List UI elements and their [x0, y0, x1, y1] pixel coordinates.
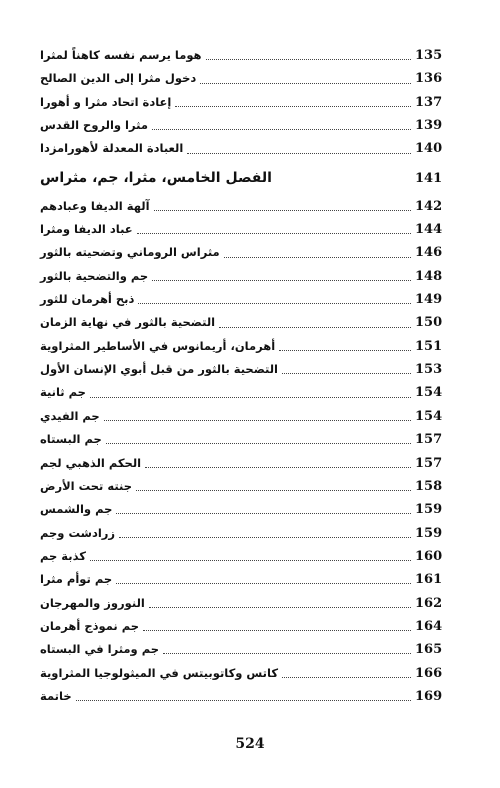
toc-entry-title: العبادة المعدلة لأهورامزدا — [40, 141, 184, 156]
toc-dot-leader — [137, 233, 411, 234]
toc-entry — [40, 685, 455, 708]
toc-entry — [40, 638, 455, 661]
toc-entry-title: زرادشت وجم — [40, 525, 116, 540]
toc-entry-title: جم توأم مثرا — [40, 572, 113, 587]
toc-entry — [40, 335, 455, 358]
toc-entry-page: 165 — [415, 642, 443, 658]
toc-entry — [40, 265, 455, 288]
toc-entry-title: الفصل الخامس، مثرا، جم، مثراس — [40, 169, 272, 186]
toc-entry-title: جم والتضحية بالثور — [40, 268, 149, 283]
toc-entry-page: 144 — [415, 222, 443, 238]
toc-entry-title: النوروز والمهرجان — [40, 595, 145, 610]
toc-entry-page: 151 — [415, 338, 443, 354]
toc-dot-leader — [219, 327, 411, 328]
toc-entry — [40, 452, 455, 475]
toc-entry-page: 135 — [415, 48, 443, 63]
toc-entry — [40, 137, 455, 160]
toc-entry-page: 158 — [415, 478, 443, 494]
toc-entry-page: 142 — [415, 198, 443, 214]
toc-entry-page: 149 — [415, 292, 443, 308]
toc-entry-title: عباد الديفا ومثرا — [40, 222, 133, 237]
toc-entry — [40, 615, 455, 638]
toc-entry-title: التضحية بالثور في نهاية الزمان — [40, 315, 216, 330]
toc-entry-page: 169 — [415, 688, 443, 704]
toc-entry-page: 154 — [415, 408, 443, 424]
toc-dot-leader — [90, 397, 411, 398]
table-of-contents — [40, 44, 455, 708]
toc-entry-title: إعادة اتحاد مثرا و أهورا — [40, 94, 172, 109]
toc-entry-page: 136 — [415, 71, 443, 87]
toc-dot-leader — [119, 537, 411, 538]
toc-dot-leader — [138, 303, 411, 304]
toc-entry-title: مثراس الروماني وتضحيته بالثور — [40, 245, 220, 260]
toc-dot-leader — [143, 630, 411, 631]
toc-entry — [40, 522, 455, 545]
toc-entry — [40, 67, 455, 90]
toc-entry-title: دخول مثرا إلى الدين الصالح — [40, 71, 197, 86]
toc-dot-leader — [224, 257, 411, 258]
toc-entry-title: الحكم الذهبي لجم — [40, 455, 142, 470]
toc-dot-leader — [206, 59, 411, 60]
toc-entry-page: 154 — [415, 385, 443, 401]
toc-entry-page: 159 — [415, 502, 443, 518]
toc-entry-title: جم ومثرا في البستاه — [40, 642, 159, 657]
toc-dot-leader — [90, 560, 411, 561]
toc-dot-leader — [282, 373, 411, 374]
toc-entry — [40, 498, 455, 521]
toc-dot-leader — [136, 490, 411, 491]
toc-entry — [40, 311, 455, 334]
toc-dot-leader — [175, 106, 411, 107]
toc-entry-title: جم البستاه — [40, 432, 102, 447]
toc-dot-leader — [76, 700, 411, 701]
toc-entry-title: آلهة الديفا وعبادهم — [40, 198, 150, 213]
toc-dot-leader — [154, 210, 411, 211]
toc-entry — [40, 592, 455, 615]
toc-entry — [40, 288, 455, 311]
toc-dot-leader — [200, 83, 411, 84]
toc-entry — [40, 91, 455, 114]
toc-entry — [40, 195, 455, 218]
toc-chapter-heading — [40, 161, 455, 195]
toc-entry-title: كاتس وكاتوبيتس في الميثولوجيا المثراوية — [40, 665, 279, 680]
toc-entry — [40, 44, 455, 67]
toc-entry-title: هوما يرسم نفسه كاهناً لمثرا — [40, 48, 202, 62]
toc-dot-leader — [279, 350, 411, 351]
toc-entry-title: خاتمة — [40, 688, 72, 703]
toc-entry-title: كذبة جم — [40, 548, 86, 563]
toc-entry-page: 160 — [415, 548, 443, 564]
toc-entry-page: 137 — [415, 94, 443, 110]
toc-dot-leader — [152, 280, 411, 281]
toc-entry-title: جم والشمس — [40, 502, 113, 517]
toc-entry-page: 139 — [415, 118, 443, 134]
toc-entry-page: 140 — [415, 141, 443, 157]
toc-entry — [40, 545, 455, 568]
toc-entry-page: 148 — [415, 268, 443, 284]
toc-entry — [40, 428, 455, 451]
toc-entry-page: 161 — [415, 572, 443, 588]
toc-entry-page: 150 — [415, 315, 443, 331]
toc-entry-page: 157 — [415, 455, 443, 471]
toc-dot-leader — [104, 420, 411, 421]
toc-entry — [40, 241, 455, 264]
toc-entry-title: جم ثانية — [40, 385, 86, 400]
toc-entry-page: 164 — [415, 618, 443, 634]
toc-entry-title: مثرا والروح القدس — [40, 118, 148, 133]
toc-entry-page: 162 — [415, 595, 443, 611]
toc-dot-leader — [145, 467, 411, 468]
toc-dot-leader — [163, 653, 411, 654]
toc-entry-page: 159 — [415, 525, 443, 541]
toc-entry — [40, 381, 455, 404]
toc-entry-page: 166 — [415, 665, 443, 681]
toc-entry — [40, 662, 455, 685]
page-number: 524 — [235, 736, 265, 752]
toc-dot-leader — [187, 153, 411, 154]
toc-dot-leader — [116, 583, 411, 584]
toc-entry-page: 141 — [415, 170, 443, 186]
toc-entry-title: ذبح أهرمان للثور — [40, 292, 135, 307]
toc-entry-title: جنته تحت الأرض — [40, 478, 133, 493]
toc-entry-title: التضحية بالثور من قبل أبوي الإنسان الأول — [40, 362, 279, 377]
toc-entry — [40, 405, 455, 428]
toc-entry-title: جم الفيدي — [40, 408, 100, 423]
toc-entry-page: 153 — [415, 362, 443, 378]
toc-entry — [40, 114, 455, 137]
toc-entry — [40, 358, 455, 381]
toc-dot-leader — [282, 677, 411, 678]
toc-entry — [40, 218, 455, 241]
toc-dot-leader — [152, 129, 411, 130]
toc-dot-leader — [106, 443, 411, 444]
toc-entry-page: 157 — [415, 432, 443, 448]
toc-dot-leader — [116, 513, 411, 514]
toc-entry — [40, 475, 455, 498]
toc-dot-leader — [149, 607, 411, 608]
toc-entry — [40, 568, 455, 591]
toc-entry-page: 146 — [415, 245, 443, 261]
toc-entry-title: جم نموذج أهرمان — [40, 618, 140, 633]
toc-entry-title: أهرمان، أريمانوس في الأساطير المثراوية — [40, 338, 276, 353]
